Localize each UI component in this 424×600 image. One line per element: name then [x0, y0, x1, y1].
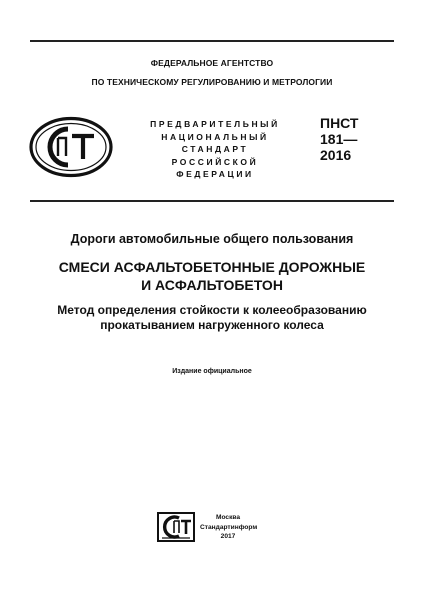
- standard-type: [120, 118, 310, 181]
- agency-name-line1: ФЕДЕРАЛЬНОЕ АГЕНТСТВО: [150, 58, 274, 68]
- publisher-year: 2017: [220, 533, 236, 540]
- middle-divider: [30, 200, 394, 202]
- method-title: [0, 303, 424, 333]
- standard-number-line: 181—: [320, 131, 358, 147]
- standard-type-line: ПРЕДВАРИТЕЛЬНЫЙ: [150, 119, 280, 129]
- standard-type-line: НАЦИОНАЛЬНЫЙ: [161, 131, 269, 142]
- standard-number-line: 2016: [320, 147, 352, 163]
- standard-type-line: ФЕДЕРАЦИИ: [176, 169, 254, 180]
- standard-number: [320, 115, 359, 163]
- standard-type-line: СТАНДАРТ: [181, 144, 249, 155]
- standard-type-line: РОССИЙСКОЙ: [171, 156, 259, 167]
- edition-note: Издание официальное: [172, 368, 252, 375]
- publisher-city: Москва: [215, 514, 241, 521]
- gost-r-emblem-icon: [28, 116, 114, 178]
- method-title-line: прокатыванием нагруженного колеса: [100, 318, 324, 332]
- publisher-imprint: [200, 513, 256, 542]
- top-divider: [30, 40, 394, 42]
- main-title-line: И АСФАЛЬТОБЕТОН: [141, 277, 283, 293]
- main-title-line: СМЕСИ АСФАЛЬТОБЕТОННЫЕ ДОРОЖНЫЕ: [58, 259, 366, 275]
- standartinform-logo-icon: [157, 512, 195, 542]
- roads-subtitle: Дороги автомобильные общего пользования: [70, 232, 354, 246]
- agency-name-line2: ПО ТЕХНИЧЕСКОМУ РЕГУЛИРОВАНИЮ И МЕТРОЛОГИИ: [91, 77, 333, 87]
- method-title-line: Метод определения стойкости к колееобразованию: [57, 303, 367, 317]
- main-title: [0, 258, 424, 294]
- standard-number-line: ПНСТ: [320, 115, 359, 131]
- publisher-name: Стандартинформ: [200, 523, 258, 531]
